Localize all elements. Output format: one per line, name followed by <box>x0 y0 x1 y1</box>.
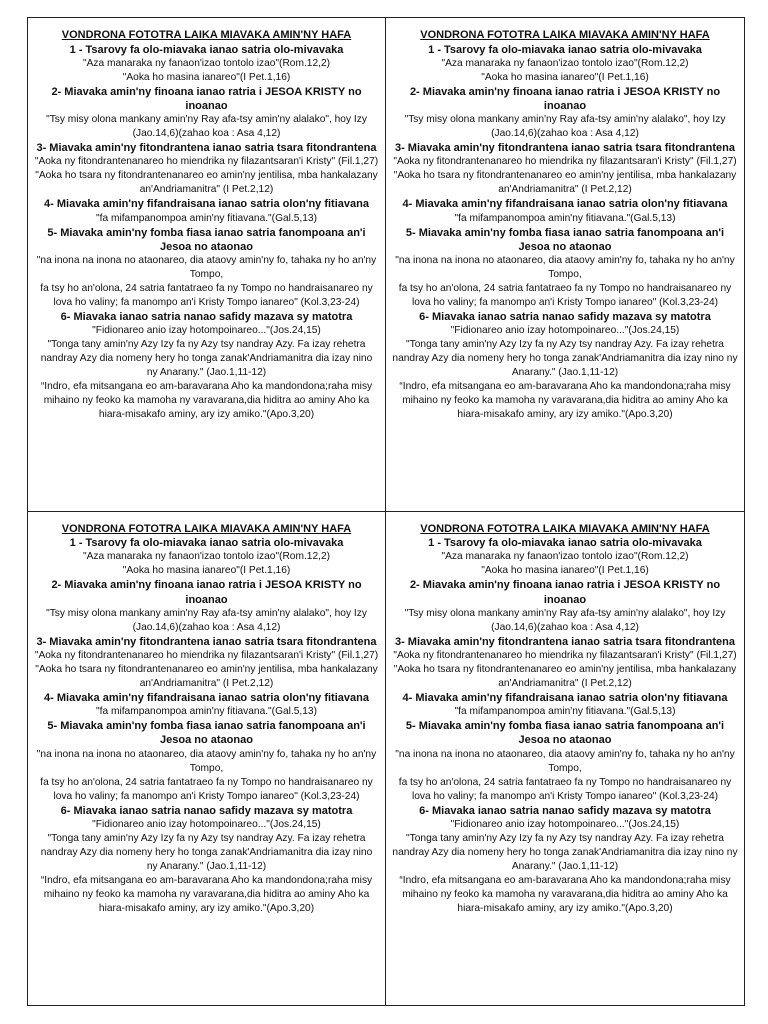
point-6-heading: 6- Miavaka ianao satria nanao safidy mazava sy matotra <box>60 311 353 324</box>
point-3-heading: 3- Miavaka amin'ny fitondrantena ianao satria tsara fitondrantena <box>36 635 377 648</box>
point-1-heading: 1 - Tsarovy fa olo-miavaka ianao satria olo-mivavaka <box>428 43 702 56</box>
point-6-verse-1: "Fidionareo anio izay hotompoinareo..."(Jos.24,15) <box>450 818 680 830</box>
point-1-verse-2: "Aoka ho masina ianareo"(I Pet.1,16) <box>481 565 649 577</box>
point-4-heading: 4- Miavaka amin'ny fifandraisana ianao satria olon'ny fitiavana <box>44 198 369 211</box>
point-6-heading: 6- Miavaka ianao satria nanao safidy mazava sy matotra <box>419 804 711 817</box>
point-1-heading: 1 - Tsarovy fa olo-miavaka ianao satria olo-mivavaka <box>69 43 344 56</box>
tract-title: VONDRONA FOTOTRA LAIKA MIAVAKA AMIN'NY HAFA <box>61 522 352 535</box>
point-1-verse-2: "Aoka ho masina ianareo"(I Pet.1,16) <box>122 565 291 577</box>
point-2-heading: 2- Miavaka amin'ny finoana ianao ratria i JESOA KRISTY no inoanao <box>51 579 362 606</box>
point-6-verse-3: “Indro, efa mitsangana eo am-baravarana Aho ka mandondona;raha misy mihaino ny feoko ka mamoha ny varavarana,dia hiditra ao aminy Aho ka hiara-misakafo aminy, ary izy amiko."(Apo.3,20) <box>399 874 731 914</box>
point-5-verse-1: "na inona na inona no ataonareo, dia ataovy amin'ny fo, tahaka ny ho an'ny Tompo, <box>395 748 735 774</box>
point-5-heading: 5- Miavaka amin'ny fomba fiasa ianao satria fanompoana an'i Jesoa no ataonao <box>405 720 725 747</box>
point-5-heading: 5- Miavaka amin'ny fomba fiasa ianao satria fanompoana an'i Jesoa no ataonao <box>405 226 725 253</box>
point-3-verse-1: "Aoka ny fitondrantenanareo ho miendrika ny filazantsaran'i Kristy" (Fil.1,27) <box>393 156 737 168</box>
point-1-verse-2: "Aoka ho masina ianareo"(I Pet.1,16) <box>481 71 649 83</box>
point-4-verse-1: "fa mifampanompoa amin'ny fitiavana."(Gal.5,13) <box>96 212 317 224</box>
point-3-verse-1: "Aoka ny fitondrantenanareo ho miendrika ny filazantsaran'i Kristy" (Fil.1,27) <box>393 649 737 661</box>
point-2-heading: 2- Miavaka amin'ny finoana ianao ratria i JESOA KRISTY no inoanao <box>409 85 721 112</box>
point-1-verse-1: "Aza manaraka ny fanaon'izao tontolo izao"(Rom.12,2) <box>82 57 331 69</box>
point-6-verse-3: “Indro, efa mitsangana eo am-baravarana Aho ka mandondona;raha misy mihaino ny feoko ka mamoha ny varavarana,dia hiditra ao aminy Aho ka hiara-misakafo aminy, ary izy amiko."(Apo.3,20) <box>40 381 373 421</box>
point-3-verse-2: "Aoka ho tsara ny fitondrantenanareo eo amin'ny jentilisa, mba hankalazany an'Andriamanitra" (I Pet.2,12) <box>393 663 737 689</box>
point-4-heading: 4- Miavaka amin'ny fifandraisana ianao satria olon'ny fitiavana <box>402 198 728 211</box>
point-5-verse-1: "na inona na inona no ataonareo, dia ataovy amin'ny fo, tahaka ny ho an'ny Tompo, <box>36 748 377 774</box>
tract-title: VONDRONA FOTOTRA LAIKA MIAVAKA AMIN'NY HAFA <box>420 29 710 41</box>
point-5-heading: 5- Miavaka amin'ny fomba fiasa ianao satria fanompoana an'i Jesoa no ataonao <box>47 720 366 747</box>
point-6-verse-1: "Fidionareo anio izay hotompoinareo..."(Jos.24,15) <box>450 325 680 337</box>
point-2-verse-1: "Tsy misy olona mankany amin'ny Ray afa-tsy amin'ny alalako", hoy Izy (Jao.14,6)(zahao koa : Asa 4,12) <box>404 114 726 140</box>
point-3-verse-2: "Aoka ho tsara ny fitondrantenanareo eo amin'ny jentilisa, mba hankalazany an'Andriamanitra" (I Pet.2,12) <box>35 663 378 689</box>
point-2-heading: 2- Miavaka amin'ny finoana ianao ratria i JESOA KRISTY no inoanao <box>409 579 721 606</box>
point-4-verse-1: "fa mifampanompoa amin'ny fitiavana."(Gal.5,13) <box>96 706 317 718</box>
tract-card-top-right <box>386 18 744 512</box>
point-4-heading: 4- Miavaka amin'ny fifandraisana ianao satria olon'ny fitiavana <box>402 691 728 704</box>
point-4-verse-1: "fa mifampanompoa amin'ny fitiavana."(Gal.5,13) <box>454 212 676 224</box>
point-6-verse-3: “Indro, efa mitsangana eo am-baravarana Aho ka mandondona;raha misy mihaino ny feoko ka mamoha ny varavarana,dia hiditra ao aminy Aho ka hiara-misakafo aminy, ary izy amiko."(Apo.3,20) <box>40 874 373 914</box>
point-3-verse-1: "Aoka ny fitondrantenanareo ho miendrika ny filazantsaran'i Kristy" (Fil.1,27) <box>34 156 379 168</box>
point-6-verse-2: "Tonga tany amin'ny Azy Izy fa ny Azy tsy nandray Azy. Fa izay rehetra nandray Azy dia nomeny hery ho tonga zanak'Andriamanitra dia izay nino ny Anarany." (Jao.1,11-12) <box>40 339 373 379</box>
point-3-heading: 3- Miavaka amin'ny fitondrantena ianao satria tsara fitondrantena <box>394 635 736 648</box>
point-2-heading: 2- Miavaka amin'ny finoana ianao ratria i JESOA KRISTY no inoanao <box>51 85 362 112</box>
point-2-verse-1: "Tsy misy olona mankany amin'ny Ray afa-tsy amin'ny alalako", hoy Izy (Jao.14,6)(zahao koa : Asa 4,12) <box>404 607 726 633</box>
point-6-verse-2: "Tonga tany amin'ny Azy Izy fa ny Azy tsy nandray Azy. Fa izay rehetra nandray Azy dia nomeny hery ho tonga zanak'Andriamanitra dia izay nino ny Anarany." (Jao.1,11-12) <box>392 339 738 379</box>
point-5-verse-1: "na inona na inona no ataonareo, dia ataovy amin'ny fo, tahaka ny ho an'ny Tompo, <box>395 255 735 281</box>
point-5-heading: 5- Miavaka amin'ny fomba fiasa ianao satria fanompoana an'i Jesoa no ataonao <box>47 226 366 253</box>
point-1-verse-1: "Aza manaraka ny fanaon'izao tontolo izao"(Rom.12,2) <box>441 551 689 563</box>
point-6-verse-3: “Indro, efa mitsangana eo am-baravarana Aho ka mandondona;raha misy mihaino ny feoko ka mamoha ny varavarana,dia hiditra ao aminy Aho ka hiara-misakafo aminy, ary izy amiko."(Apo.3,20) <box>399 381 731 421</box>
print-sheet <box>27 17 745 1006</box>
point-4-heading: 4- Miavaka amin'ny fifandraisana ianao satria olon'ny fitiavana <box>44 691 369 704</box>
tract-card-bottom-left <box>28 512 386 1006</box>
tract-card-top-left <box>28 18 386 512</box>
point-6-verse-2: "Tonga tany amin'ny Azy Izy fa ny Azy tsy nandray Azy. Fa izay rehetra nandray Azy dia nomeny hery ho tonga zanak'Andriamanitra dia izay nino ny Anarany." (Jao.1,11-12) <box>40 832 373 872</box>
tract-card-bottom-right <box>386 512 744 1006</box>
point-5-verse-2: fa tsy ho an'olona, 24 satria fantatraeo fa ny Tompo no handraisanareo ny lova ho valiny; fa manompo an'i Kristy Tompo ianareo" (Kol.3,23-24) <box>398 776 732 802</box>
point-6-heading: 6- Miavaka ianao satria nanao safidy mazava sy matotra <box>60 804 353 817</box>
point-6-heading: 6- Miavaka ianao satria nanao safidy mazava sy matotra <box>419 311 711 324</box>
tract-title: VONDRONA FOTOTRA LAIKA MIAVAKA AMIN'NY HAFA <box>420 522 710 535</box>
point-5-verse-2: fa tsy ho an'olona, 24 satria fantatraeo fa ny Tompo no handraisanareo ny lova ho valiny; fa manompo an'i Kristy Tompo ianareo" (Kol.3,23-24) <box>40 776 373 802</box>
point-3-heading: 3- Miavaka amin'ny fitondrantena ianao satria tsara fitondrantena <box>394 142 736 155</box>
point-1-verse-1: "Aza manaraka ny fanaon'izao tontolo izao"(Rom.12,2) <box>441 57 689 69</box>
point-5-verse-1: "na inona na inona no ataonareo, dia ataovy amin'ny fo, tahaka ny ho an'ny Tompo, <box>36 255 377 281</box>
point-3-heading: 3- Miavaka amin'ny fitondrantena ianao satria tsara fitondrantena <box>36 142 377 155</box>
point-3-verse-2: "Aoka ho tsara ny fitondrantenanareo eo amin'ny jentilisa, mba hankalazany an'Andriamanitra" (I Pet.2,12) <box>393 170 737 196</box>
point-6-verse-2: "Tonga tany amin'ny Azy Izy fa ny Azy tsy nandray Azy. Fa izay rehetra nandray Azy dia nomeny hery ho tonga zanak'Andriamanitra dia izay nino ny Anarany." (Jao.1,11-12) <box>392 832 738 872</box>
point-1-verse-1: "Aza manaraka ny fanaon'izao tontolo izao"(Rom.12,2) <box>82 551 331 563</box>
point-2-verse-1: "Tsy misy olona mankany amin'ny Ray afa-tsy amin'ny alalako", hoy Izy (Jao.14,6)(zahao koa : Asa 4,12) <box>46 114 367 140</box>
point-1-heading: 1 - Tsarovy fa olo-miavaka ianao satria olo-mivavaka <box>69 537 344 550</box>
point-5-verse-2: fa tsy ho an'olona, 24 satria fantatraeo fa ny Tompo no handraisanareo ny lova ho valiny; fa manompo an'i Kristy Tompo ianareo" (Kol.3,23-24) <box>40 283 373 309</box>
point-6-verse-1: "Fidionareo anio izay hotompoinareo..."(Jos.24,15) <box>92 818 321 830</box>
point-2-verse-1: "Tsy misy olona mankany amin'ny Ray afa-tsy amin'ny alalako", hoy Izy (Jao.14,6)(zahao koa : Asa 4,12) <box>46 607 367 633</box>
point-6-verse-1: "Fidionareo anio izay hotompoinareo..."(Jos.24,15) <box>92 325 321 337</box>
point-1-heading: 1 - Tsarovy fa olo-miavaka ianao satria olo-mivavaka <box>428 537 702 550</box>
point-5-verse-2: fa tsy ho an'olona, 24 satria fantatraeo fa ny Tompo no handraisanareo ny lova ho valiny; fa manompo an'i Kristy Tompo ianareo" (Kol.3,23-24) <box>398 283 732 309</box>
point-1-verse-2: "Aoka ho masina ianareo"(I Pet.1,16) <box>122 71 291 83</box>
tract-title: VONDRONA FOTOTRA LAIKA MIAVAKA AMIN'NY HAFA <box>61 29 352 41</box>
point-3-verse-2: "Aoka ho tsara ny fitondrantenanareo eo amin'ny jentilisa, mba hankalazany an'Andriamanitra" (I Pet.2,12) <box>35 170 378 196</box>
point-4-verse-1: "fa mifampanompoa amin'ny fitiavana."(Gal.5,13) <box>454 706 676 718</box>
point-3-verse-1: "Aoka ny fitondrantenanareo ho miendrika ny filazantsaran'i Kristy" (Fil.1,27) <box>34 649 379 661</box>
